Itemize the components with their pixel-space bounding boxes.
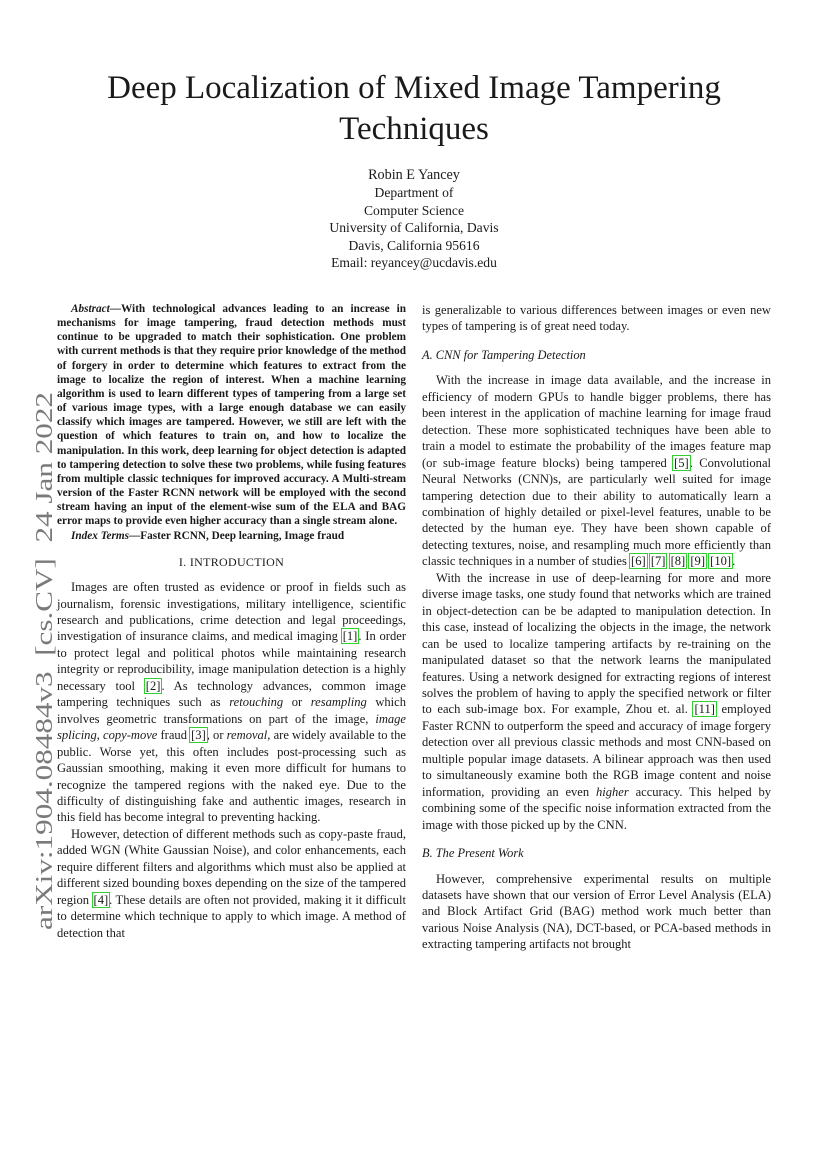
intro-paragraph-2 (57, 826, 406, 941)
abstract-paragraph (57, 302, 406, 529)
author-city: Davis, California 95616 (348, 237, 480, 253)
text-run: However, detection of different methods such as copy-paste fraud, added WGN (White Gaussian Noise), and color enhancements, each require different filters and algorithms which must also be applied at different sized bounding boxes depending on the size of the tampered region (57, 826, 406, 907)
paper-title: Deep Localization of Mixed Image Tampering Techniques (107, 70, 721, 147)
index-terms-label: Index Terms (71, 529, 130, 542)
author-department-line1: Department of (374, 185, 454, 201)
text-run: accuracy. This helped by combining some of the specific noise information extracted from the image with those picked up by the CNN. (422, 784, 771, 832)
index-terms-paragraph (57, 529, 406, 543)
cnn-paragraph-2 (422, 570, 771, 833)
emphasis-removal: removal (226, 728, 268, 743)
arxiv-id-text: arXiv:1904.08484v3 [cs.CV] 24 Jan 2022 (32, 515, 58, 930)
citation-link[interactable]: [2] (145, 678, 161, 693)
abstract-text: —With technological advances leading to an increase in mechanisms for image tampering, fraud detection methods must continue to be upgraded to match their sophistication. One problem with current methods is that they require prior knowledge of the method of forgery in order to determine which features to extract from the image to localize the region of interest. When a machine learning algorithm is used to learn different types of tampering from a large set of various image types, with a large enough database we can easily classify which images are tampered. However, we still are left with the question of which features to train on, and how to localize the manipulation. In this work, deep learning for object detection is adapted to tampering detection to solve these two problems, while fusing features from multiple classic techniques for improved accuracy. A Multi-stream version of the Faster RCNN network will be employed with the second stream having an input of the element-wise sum of the ELA and BAG error maps to provide even higher accuracy than a single stream alone. (57, 303, 406, 528)
citation-link[interactable]: [1] (342, 629, 358, 644)
subsection-heading-cnn: A. CNN for Tampering Detection (422, 347, 586, 362)
citation-link[interactable]: [9] (690, 554, 706, 569)
arxiv-stamp-svg (14, 390, 62, 930)
citation-link[interactable]: [5] (674, 455, 689, 470)
left-column (57, 302, 406, 941)
cnn-paragraph-1 (422, 372, 771, 569)
text-run: , are widely available to the public. Worse yet, this often includes post-processing such as Gaussian smoothing, making it even more difficult for humans to recognize the tampered regions with the naked eye. Due to the difficulty of distinguishing fake and authentic images, research in this field has become integral to preventing hacking. (57, 728, 406, 825)
citation-link[interactable]: [10] (710, 554, 732, 569)
emphasis-resampling: resampling (310, 695, 367, 710)
text-run: which involves geometric transformations on part of the image, (57, 695, 406, 726)
emphasis-image-splicing: image splicing (57, 711, 406, 743)
text-run: fraud (157, 728, 191, 743)
author-university: University of California, Davis (329, 220, 499, 236)
author-name: Robin E Yancey (368, 167, 460, 183)
text-run: . Convolutional Neural Networks (CNN)s, are particularly well suited for image tampering detection due to their ability to automatically learn a combination of highly detailed or pixel-level features, unable to be detected by the human eye. They have been shown capable of detecting textures, noise, and resampling much more efficiently than classic techniques in a number of studies (422, 455, 771, 569)
intro-paragraph-1 (57, 579, 406, 826)
subsection-heading-present-work: B. The Present Work (422, 846, 524, 861)
text-run: . In order to protect legal and political photos while maintaining research integrity or reproducibility, image manipulation detection is a highly necessary tool (57, 629, 406, 693)
text-run: , (96, 728, 104, 743)
citation-link[interactable]: [4] (93, 892, 109, 907)
emphasis-copy-move: copy-move (103, 728, 158, 743)
citation-link[interactable]: [8] (670, 554, 686, 569)
text-run: , or (206, 728, 227, 743)
index-terms-text: —Faster RCNN, Deep learning, Image fraud (129, 529, 345, 542)
section-title-rest: NTRODUCTION (194, 554, 285, 569)
right-column (422, 302, 771, 953)
text-run: Images are often trusted as evidence or proof in fields such as journalism, forensic investigations, military intelligence, scientific research and publications, crime detection and legal proceedings, investigation of insurance claims, and medical imaging (57, 580, 406, 644)
text-run: With the increase in image data available, and the increase in efficiency of modern GPUs to handle bigger problems, there has been interest in the application of machine learning for image fraud detection. These more sophisticated techniques have been able to train a model to estimate the probability of the images feature map (or sub-image feature blocks) being tampered (422, 373, 771, 470)
text-run: . (732, 554, 736, 569)
text-run: . As technology advances, common image tampering techniques such as (57, 678, 406, 710)
section-title-first-letter: I (189, 554, 195, 569)
abstract-label: Abstract (71, 303, 110, 315)
emphasis-retouching: retouching (229, 695, 284, 710)
text-run: . These details are often not provided, making it it difficult to determine which technique to apply to which image. A method of detection that (57, 892, 406, 940)
citation-link[interactable]: [3] (191, 728, 206, 743)
author-department-line2: Computer Science (363, 202, 465, 218)
present-work-paragraph: However, comprehensive experimental results on multiple datasets have shown that our version of Error Level Analysis (ELA) and Block Artifact Grid (BAG) method work much better than various Noise Analysis (NA), DCT-based, or PCA-based methods in extracting tampering artifacts not brought (422, 871, 771, 952)
section-heading-introduction (57, 554, 406, 570)
text-run: With the increase in use of deep-learning for more and more diverse image tasks, one study found that networks which are trained in object-detection can be be adapted to manipulation detection. In this case, instead of localizing the objects in the image, the network can be used to localize tampering artifacts by re-training on the manipulated dataset so that the network learns the manipulated features. Using a network designed for extracting regions of interest solves the problem of having to apply the specified network or filter to each sub-image box. For example, Zhou et. al. (422, 570, 771, 717)
citation-link[interactable]: [6] (631, 554, 646, 569)
arxiv-identifier-stamp (14, 390, 62, 930)
citation-link[interactable]: [7] (650, 554, 666, 569)
author-block (180, 167, 648, 271)
citation-link[interactable]: [11] (694, 702, 715, 717)
author-email: Email: reyancey@ucdavis.edu (331, 255, 497, 271)
text-run: employed Faster RCNN to outperform the speed and accuracy of image forgery detection over all previous classic methods and most CNN-based on multiple popular image datasets. A bilinear approach was then used to simultaneously examine both the RGB image content and noise information, providing an even (422, 702, 771, 799)
section-number: I. (178, 554, 190, 569)
emphasis-higher: higher (595, 784, 629, 799)
intro-paragraph-2-continued: is generalizable to various differences between images or even new types of tampering is of great need today. (422, 303, 771, 334)
text-run: or (283, 695, 311, 710)
